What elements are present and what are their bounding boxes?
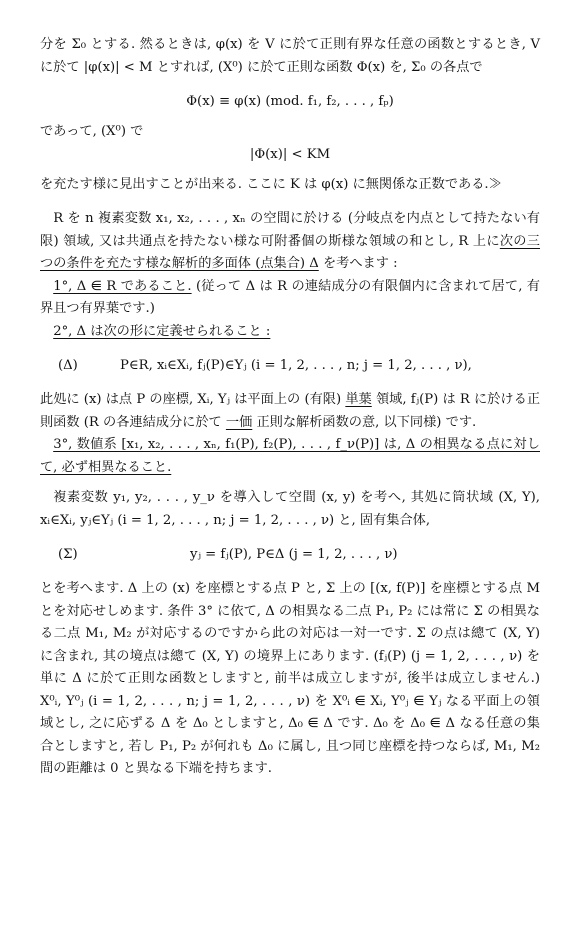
condition-3 <box>40 434 540 479</box>
paragraph-5 <box>40 389 540 434</box>
equation-delta-body: P∈R, xᵢ∈Xᵢ, fⱼ(P)∈Yⱼ (i = 1, 2, . . . , n; j = 1, 2, . . . , ν), <box>120 358 472 373</box>
term-univalent: 単葉 <box>345 392 372 407</box>
paragraph-4-text: R を n 複素変数 x₁, x₂, . . . , xₙ の空間に於ける (分岐点を内点として持たない有限) 領域, 又は共通点を持たない様な可附番個の斯様な領域の和とし, R 上に <box>40 211 540 249</box>
paragraph-3: を充たす様に見出すことが出来る. ここに K は φ(x) に無関係な正数である.≫ <box>40 176 502 192</box>
condition-2-text: 2°, Δ は次の形に定義せられること : <box>53 323 271 339</box>
paragraph-5-mid: 領域, fⱼ(P) は R に於ける正則函数 (R の各連結成分に於て <box>40 392 541 430</box>
document-page <box>40 34 540 781</box>
condition-1-note: (従って Δ は R の連結成分の有限個内に含まれて居て, 有界且つ有界葉です.) <box>40 278 540 316</box>
paragraph-5-tail: 正則な解析函数の意, 以下同様) です. <box>252 414 477 430</box>
condition-1-head: 1°, Δ ⋹ R であること. <box>53 278 192 294</box>
paragraph-4-tail: を考へます : <box>318 256 398 271</box>
equation-sigma-body: yⱼ = fⱼ(P), P∈Δ (j = 1, 2, . . . , ν) <box>190 547 398 562</box>
polyhedron-definition: 次の三つの条件を充たす様な解析的多面体 (点集合) Δ <box>40 233 540 271</box>
condition-2 <box>40 321 540 344</box>
equation-bound: |Φ(x)| < KM <box>249 146 331 162</box>
paragraph-5-text: 此処に (x) は点 P の座標, Xᵢ, Yⱼ は平面上の (有限) <box>40 392 346 407</box>
condition-1 <box>40 276 540 321</box>
equation-sigma-label: (Σ) <box>58 547 78 562</box>
paragraph-6: 複素変数 y₁, y₂, . . . , y_ν を導入して空間 (x, y) を考へ, 其処に筒状域 (X, Y), xᵢ∈Xᵢ, yⱼ∈Yⱼ (i = 1, 2, . . . , n; j = 1, 2, . . . , ν) と, 固有集合体, <box>40 490 540 528</box>
paragraph-4 <box>40 208 540 276</box>
paragraph-1: 分を Σ₀ とする. 然るときは, φ(x) を V に於て正則有界な任意の函数とするとき, V に於て |φ(x)| < M とすれば, (X⁰) に於て正則な函数 Φ(x) を, Σ₀ の各点で <box>40 37 540 75</box>
paragraph-2: であって, (X⁰) で <box>40 124 144 139</box>
equation-delta-label: (Δ) <box>58 358 78 373</box>
condition-3-text: 3°, 数値系 [x₁, x₂, . . . , xₙ, f₁(P), f₂(P), . . . , f_ν(P)] は, Δ の相異なる点に対して, 必ず相異なること. <box>40 437 540 475</box>
term-single-valued: 一価 <box>225 414 253 430</box>
paragraph-7: とを考へます. Δ 上の (x) を座標とする点 P と, Σ 上の [(x, f(P)] を座標とする点 M とを対応せしめます. 条件 3° に依て, Δ の相異なる二点 P₁, P₂ には常に Σ の相異なる二点 M₁, M₂ が対応するのですから此の対応は一対一です. Σ の点は總て (X, Y) に含まれ, 其の境点は總て (X, Y) の境界上にあります. (fⱼ(P) (j = 1, 2, . . . , ν) を単に Δ に於て正則な函数としますと, 前半は成立しますが, 後半は成立しません.) X⁰ᵢ, Y⁰ⱼ (i = 1, 2, . . . , n; j = 1, 2, . . . , ν) を X⁰ᵢ ⋹ Xᵢ, Y⁰ⱼ ⋹ Yⱼ なる平面上の領域とし, 之に応ずる Δ を Δ₀ としますと, Δ₀ ⋹ Δ です. Δ₀ を Δ₀ ⋹ Δ なる任意の集合としますと, 若し P₁, P₂ が何れも Δ₀ に属し, 且つ同じ座標を持つならば, M₁, M₂ 間の距離は 0 と異なる下端を持ちます. <box>40 581 540 776</box>
equation-sigma <box>40 544 540 566</box>
equation-mod: Φ(x) ≡ φ(x) (mod. f₁, f₂, . . . , fₚ) <box>186 94 394 109</box>
equation-delta <box>40 355 540 377</box>
